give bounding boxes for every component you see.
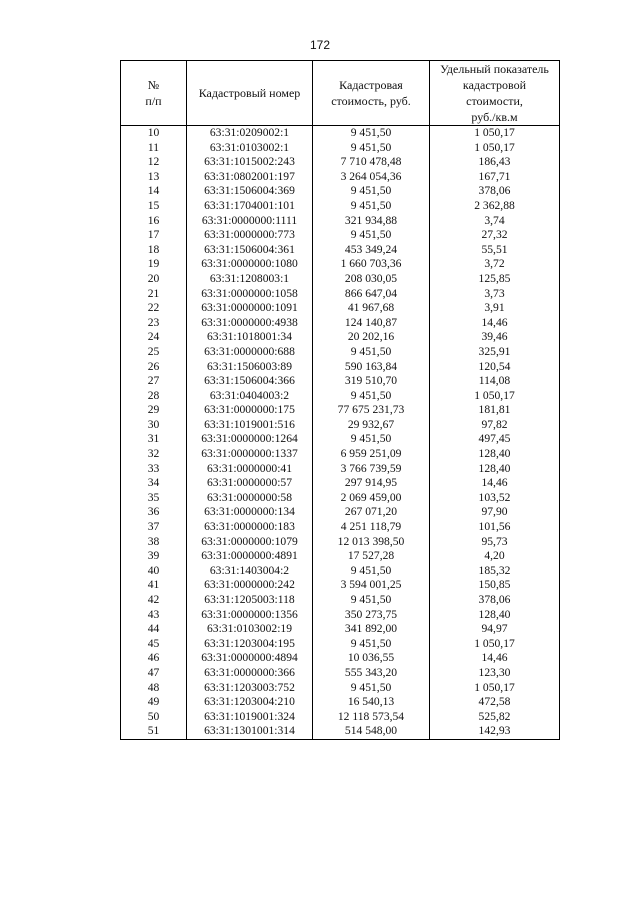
cell-cadastral-number: 63:31:1018001:34 [187, 330, 313, 345]
cell-cadastral-value: 3 594 001,25 [313, 578, 430, 593]
cell-specific-value: 3,72 [430, 257, 560, 272]
cell-cadastral-number: 63:31:0000000:1080 [187, 257, 313, 272]
cell-specific-value: 103,52 [430, 491, 560, 506]
cell-specific-value: 1 050,17 [430, 637, 560, 652]
cell-cadastral-value: 3 264 054,36 [313, 170, 430, 185]
table-row [121, 287, 560, 302]
cell-cadastral-value: 9 451,50 [313, 681, 430, 696]
cell-cadastral-number: 63:31:1019001:324 [187, 710, 313, 725]
cell-cadastral-value: 321 934,88 [313, 214, 430, 229]
table-row [121, 476, 560, 491]
cell-specific-value: 2 362,88 [430, 199, 560, 214]
cell-specific-value: 181,81 [430, 403, 560, 418]
cell-cadastral-number: 63:31:0000000:57 [187, 476, 313, 491]
cell-number: 12 [121, 155, 187, 170]
cell-cadastral-value: 9 451,50 [313, 184, 430, 199]
header-specific-value: Удельный показатель кадастровой стоимости, руб./кв.м [430, 61, 560, 126]
cell-cadastral-number: 63:31:0000000:1091 [187, 301, 313, 316]
cell-cadastral-value: 77 675 231,73 [313, 403, 430, 418]
cell-cadastral-value: 208 030,05 [313, 272, 430, 287]
cell-cadastral-value: 9 451,50 [313, 199, 430, 214]
cell-cadastral-value: 590 163,84 [313, 360, 430, 375]
cell-number: 48 [121, 681, 187, 696]
cell-cadastral-number: 63:31:1208003:1 [187, 272, 313, 287]
cell-cadastral-value: 319 510,70 [313, 374, 430, 389]
table-row [121, 257, 560, 272]
cell-cadastral-value: 555 343,20 [313, 666, 430, 681]
cell-specific-value: 123,30 [430, 666, 560, 681]
cell-number: 21 [121, 287, 187, 302]
cell-cadastral-value: 9 451,50 [313, 126, 430, 141]
page-number: 172 [309, 38, 331, 52]
cell-number: 33 [121, 462, 187, 477]
cell-specific-value: 1 050,17 [430, 681, 560, 696]
cell-cadastral-value: 350 273,75 [313, 608, 430, 623]
cell-number: 38 [121, 535, 187, 550]
cell-cadastral-value: 9 451,50 [313, 564, 430, 579]
cell-number: 29 [121, 403, 187, 418]
cell-specific-value: 114,08 [430, 374, 560, 389]
cell-cadastral-number: 63:31:1506004:369 [187, 184, 313, 199]
table-row [121, 155, 560, 170]
table-row [121, 330, 560, 345]
cell-number: 28 [121, 389, 187, 404]
cell-cadastral-value: 12 118 573,54 [313, 710, 430, 725]
cell-cadastral-value: 9 451,50 [313, 432, 430, 447]
table-row [121, 724, 560, 739]
cell-specific-value: 378,06 [430, 593, 560, 608]
cell-number: 20 [121, 272, 187, 287]
cell-number: 34 [121, 476, 187, 491]
cell-number: 39 [121, 549, 187, 564]
table-row [121, 243, 560, 258]
cell-cadastral-number: 63:31:1301001:314 [187, 724, 313, 739]
cell-specific-value: 186,43 [430, 155, 560, 170]
table-row [121, 228, 560, 243]
cell-cadastral-number: 63:31:0000000:4894 [187, 651, 313, 666]
cell-specific-value: 95,73 [430, 535, 560, 550]
cell-number: 27 [121, 374, 187, 389]
cell-cadastral-number: 63:31:0103002:19 [187, 622, 313, 637]
cell-cadastral-number: 63:31:0000000:242 [187, 578, 313, 593]
cell-specific-value: 1 050,17 [430, 389, 560, 404]
cell-number: 42 [121, 593, 187, 608]
cell-specific-value: 497,45 [430, 432, 560, 447]
cell-cadastral-number: 63:31:0000000:175 [187, 403, 313, 418]
cell-number: 32 [121, 447, 187, 462]
cell-cadastral-number: 63:31:0000000:4891 [187, 549, 313, 564]
cell-cadastral-number: 63:31:0000000:773 [187, 228, 313, 243]
table-row [121, 608, 560, 623]
cell-cadastral-number: 63:31:0000000:4938 [187, 316, 313, 331]
cell-number: 49 [121, 695, 187, 710]
table-row [121, 491, 560, 506]
cell-cadastral-number: 63:31:1403004:2 [187, 564, 313, 579]
cell-number: 47 [121, 666, 187, 681]
cell-cadastral-number: 63:31:0802001:197 [187, 170, 313, 185]
cell-specific-value: 97,90 [430, 505, 560, 520]
cell-cadastral-number: 63:31:0000000:1058 [187, 287, 313, 302]
cell-cadastral-value: 2 069 459,00 [313, 491, 430, 506]
cell-specific-value: 14,46 [430, 476, 560, 491]
table-row [121, 651, 560, 666]
table-row [121, 199, 560, 214]
cell-cadastral-number: 63:31:1019001:516 [187, 418, 313, 433]
cell-number: 45 [121, 637, 187, 652]
cell-number: 51 [121, 724, 187, 739]
header-row [121, 61, 560, 126]
table-row [121, 214, 560, 229]
table-row [121, 593, 560, 608]
cell-number: 26 [121, 360, 187, 375]
cell-cadastral-value: 124 140,87 [313, 316, 430, 331]
table-row [121, 301, 560, 316]
table-row [121, 418, 560, 433]
cell-cadastral-value: 453 349,24 [313, 243, 430, 258]
cell-number: 25 [121, 345, 187, 360]
cell-cadastral-number: 63:31:0103002:1 [187, 141, 313, 156]
table-row [121, 578, 560, 593]
table-row [121, 681, 560, 696]
cell-specific-value: 120,54 [430, 360, 560, 375]
table-header [121, 61, 560, 126]
cell-cadastral-value: 866 647,04 [313, 287, 430, 302]
cell-number: 44 [121, 622, 187, 637]
cell-number: 19 [121, 257, 187, 272]
cell-specific-value: 150,85 [430, 578, 560, 593]
cell-cadastral-value: 41 967,68 [313, 301, 430, 316]
table-row [121, 666, 560, 681]
cell-number: 36 [121, 505, 187, 520]
cell-cadastral-value: 4 251 118,79 [313, 520, 430, 535]
cell-cadastral-number: 63:31:1203003:752 [187, 681, 313, 696]
cell-specific-value: 3,91 [430, 301, 560, 316]
cell-number: 40 [121, 564, 187, 579]
cell-number: 14 [121, 184, 187, 199]
cell-cadastral-number: 63:31:1506003:89 [187, 360, 313, 375]
cell-cadastral-value: 20 202,16 [313, 330, 430, 345]
cell-cadastral-value: 9 451,50 [313, 389, 430, 404]
cell-number: 37 [121, 520, 187, 535]
header-number: № п/п [121, 61, 187, 126]
table-row [121, 170, 560, 185]
cell-cadastral-number: 63:31:1015002:243 [187, 155, 313, 170]
header-cadastral-value: Кадастровая стоимость, руб. [313, 61, 430, 126]
cell-cadastral-number: 63:31:0404003:2 [187, 389, 313, 404]
cell-number: 17 [121, 228, 187, 243]
cell-specific-value: 128,40 [430, 462, 560, 477]
cell-specific-value: 14,46 [430, 316, 560, 331]
header-cadastral-number: Кадастровый номер [187, 61, 313, 126]
cell-number: 10 [121, 126, 187, 141]
table-row [121, 374, 560, 389]
table-row [121, 710, 560, 725]
cell-cadastral-value: 29 932,67 [313, 418, 430, 433]
cell-cadastral-value: 6 959 251,09 [313, 447, 430, 462]
cell-number: 46 [121, 651, 187, 666]
cell-number: 23 [121, 316, 187, 331]
cell-cadastral-value: 17 527,28 [313, 549, 430, 564]
cell-specific-value: 39,46 [430, 330, 560, 345]
cell-number: 30 [121, 418, 187, 433]
table-row [121, 535, 560, 550]
cell-number: 13 [121, 170, 187, 185]
cell-cadastral-value: 514 548,00 [313, 724, 430, 739]
table-row [121, 462, 560, 477]
cell-cadastral-value: 267 071,20 [313, 505, 430, 520]
table-body [121, 126, 560, 740]
cell-cadastral-value: 7 710 478,48 [313, 155, 430, 170]
table-row [121, 126, 560, 141]
cell-cadastral-value: 9 451,50 [313, 141, 430, 156]
cell-specific-value: 128,40 [430, 608, 560, 623]
table-row [121, 432, 560, 447]
cell-specific-value: 472,58 [430, 695, 560, 710]
cell-cadastral-value: 9 451,50 [313, 637, 430, 652]
cell-cadastral-value: 9 451,50 [313, 345, 430, 360]
cell-specific-value: 3,74 [430, 214, 560, 229]
cell-cadastral-value: 3 766 739,59 [313, 462, 430, 477]
cell-number: 22 [121, 301, 187, 316]
cell-cadastral-number: 63:31:0209002:1 [187, 126, 313, 141]
cell-specific-value: 125,85 [430, 272, 560, 287]
cell-number: 43 [121, 608, 187, 623]
cell-specific-value: 128,40 [430, 447, 560, 462]
table-row [121, 141, 560, 156]
table-row [121, 564, 560, 579]
cell-cadastral-value: 16 540,13 [313, 695, 430, 710]
cell-specific-value: 167,71 [430, 170, 560, 185]
table-row [121, 403, 560, 418]
cell-number: 15 [121, 199, 187, 214]
cell-cadastral-value: 341 892,00 [313, 622, 430, 637]
cell-specific-value: 97,82 [430, 418, 560, 433]
cell-specific-value: 94,97 [430, 622, 560, 637]
table-row [121, 520, 560, 535]
cell-cadastral-number: 63:31:1506004:361 [187, 243, 313, 258]
cell-cadastral-number: 63:31:0000000:1111 [187, 214, 313, 229]
table-row [121, 549, 560, 564]
cell-specific-value: 185,32 [430, 564, 560, 579]
cell-number: 35 [121, 491, 187, 506]
table-row [121, 447, 560, 462]
cell-cadastral-value: 9 451,50 [313, 593, 430, 608]
table-row [121, 272, 560, 287]
cell-cadastral-number: 63:31:0000000:688 [187, 345, 313, 360]
cell-cadastral-value: 12 013 398,50 [313, 535, 430, 550]
table-row [121, 184, 560, 199]
cell-specific-value: 1 050,17 [430, 126, 560, 141]
cell-cadastral-number: 63:31:0000000:1079 [187, 535, 313, 550]
cell-number: 41 [121, 578, 187, 593]
table-row [121, 505, 560, 520]
cell-specific-value: 101,56 [430, 520, 560, 535]
cell-specific-value: 142,93 [430, 724, 560, 739]
cell-number: 11 [121, 141, 187, 156]
cell-cadastral-value: 10 036,55 [313, 651, 430, 666]
cell-specific-value: 4,20 [430, 549, 560, 564]
cell-cadastral-value: 297 914,95 [313, 476, 430, 491]
cell-cadastral-number: 63:31:0000000:1337 [187, 447, 313, 462]
table-row [121, 316, 560, 331]
cell-cadastral-value: 9 451,50 [313, 228, 430, 243]
cell-cadastral-number: 63:31:0000000:134 [187, 505, 313, 520]
cell-cadastral-number: 63:31:1506004:366 [187, 374, 313, 389]
cell-cadastral-number: 63:31:1704001:101 [187, 199, 313, 214]
cell-cadastral-number: 63:31:0000000:58 [187, 491, 313, 506]
cell-specific-value: 325,91 [430, 345, 560, 360]
cell-cadastral-number: 63:31:0000000:41 [187, 462, 313, 477]
table-row [121, 637, 560, 652]
cell-cadastral-number: 63:31:0000000:366 [187, 666, 313, 681]
cell-specific-value: 27,32 [430, 228, 560, 243]
cell-number: 16 [121, 214, 187, 229]
table-row [121, 360, 560, 375]
cell-specific-value: 55,51 [430, 243, 560, 258]
cell-specific-value: 378,06 [430, 184, 560, 199]
cell-cadastral-number: 63:31:1203004:195 [187, 637, 313, 652]
cadastral-table [120, 60, 560, 740]
cell-specific-value: 1 050,17 [430, 141, 560, 156]
cell-cadastral-number: 63:31:0000000:183 [187, 520, 313, 535]
cell-number: 24 [121, 330, 187, 345]
cell-specific-value: 14,46 [430, 651, 560, 666]
cell-cadastral-number: 63:31:0000000:1264 [187, 432, 313, 447]
cell-cadastral-value: 1 660 703,36 [313, 257, 430, 272]
cell-cadastral-number: 63:31:0000000:1356 [187, 608, 313, 623]
cell-number: 18 [121, 243, 187, 258]
cell-number: 31 [121, 432, 187, 447]
table-row [121, 695, 560, 710]
cell-specific-value: 3,73 [430, 287, 560, 302]
cell-specific-value: 525,82 [430, 710, 560, 725]
cell-cadastral-number: 63:31:1203004:210 [187, 695, 313, 710]
table-row [121, 389, 560, 404]
cell-number: 50 [121, 710, 187, 725]
table-row [121, 345, 560, 360]
cell-cadastral-number: 63:31:1205003:118 [187, 593, 313, 608]
table-row [121, 622, 560, 637]
